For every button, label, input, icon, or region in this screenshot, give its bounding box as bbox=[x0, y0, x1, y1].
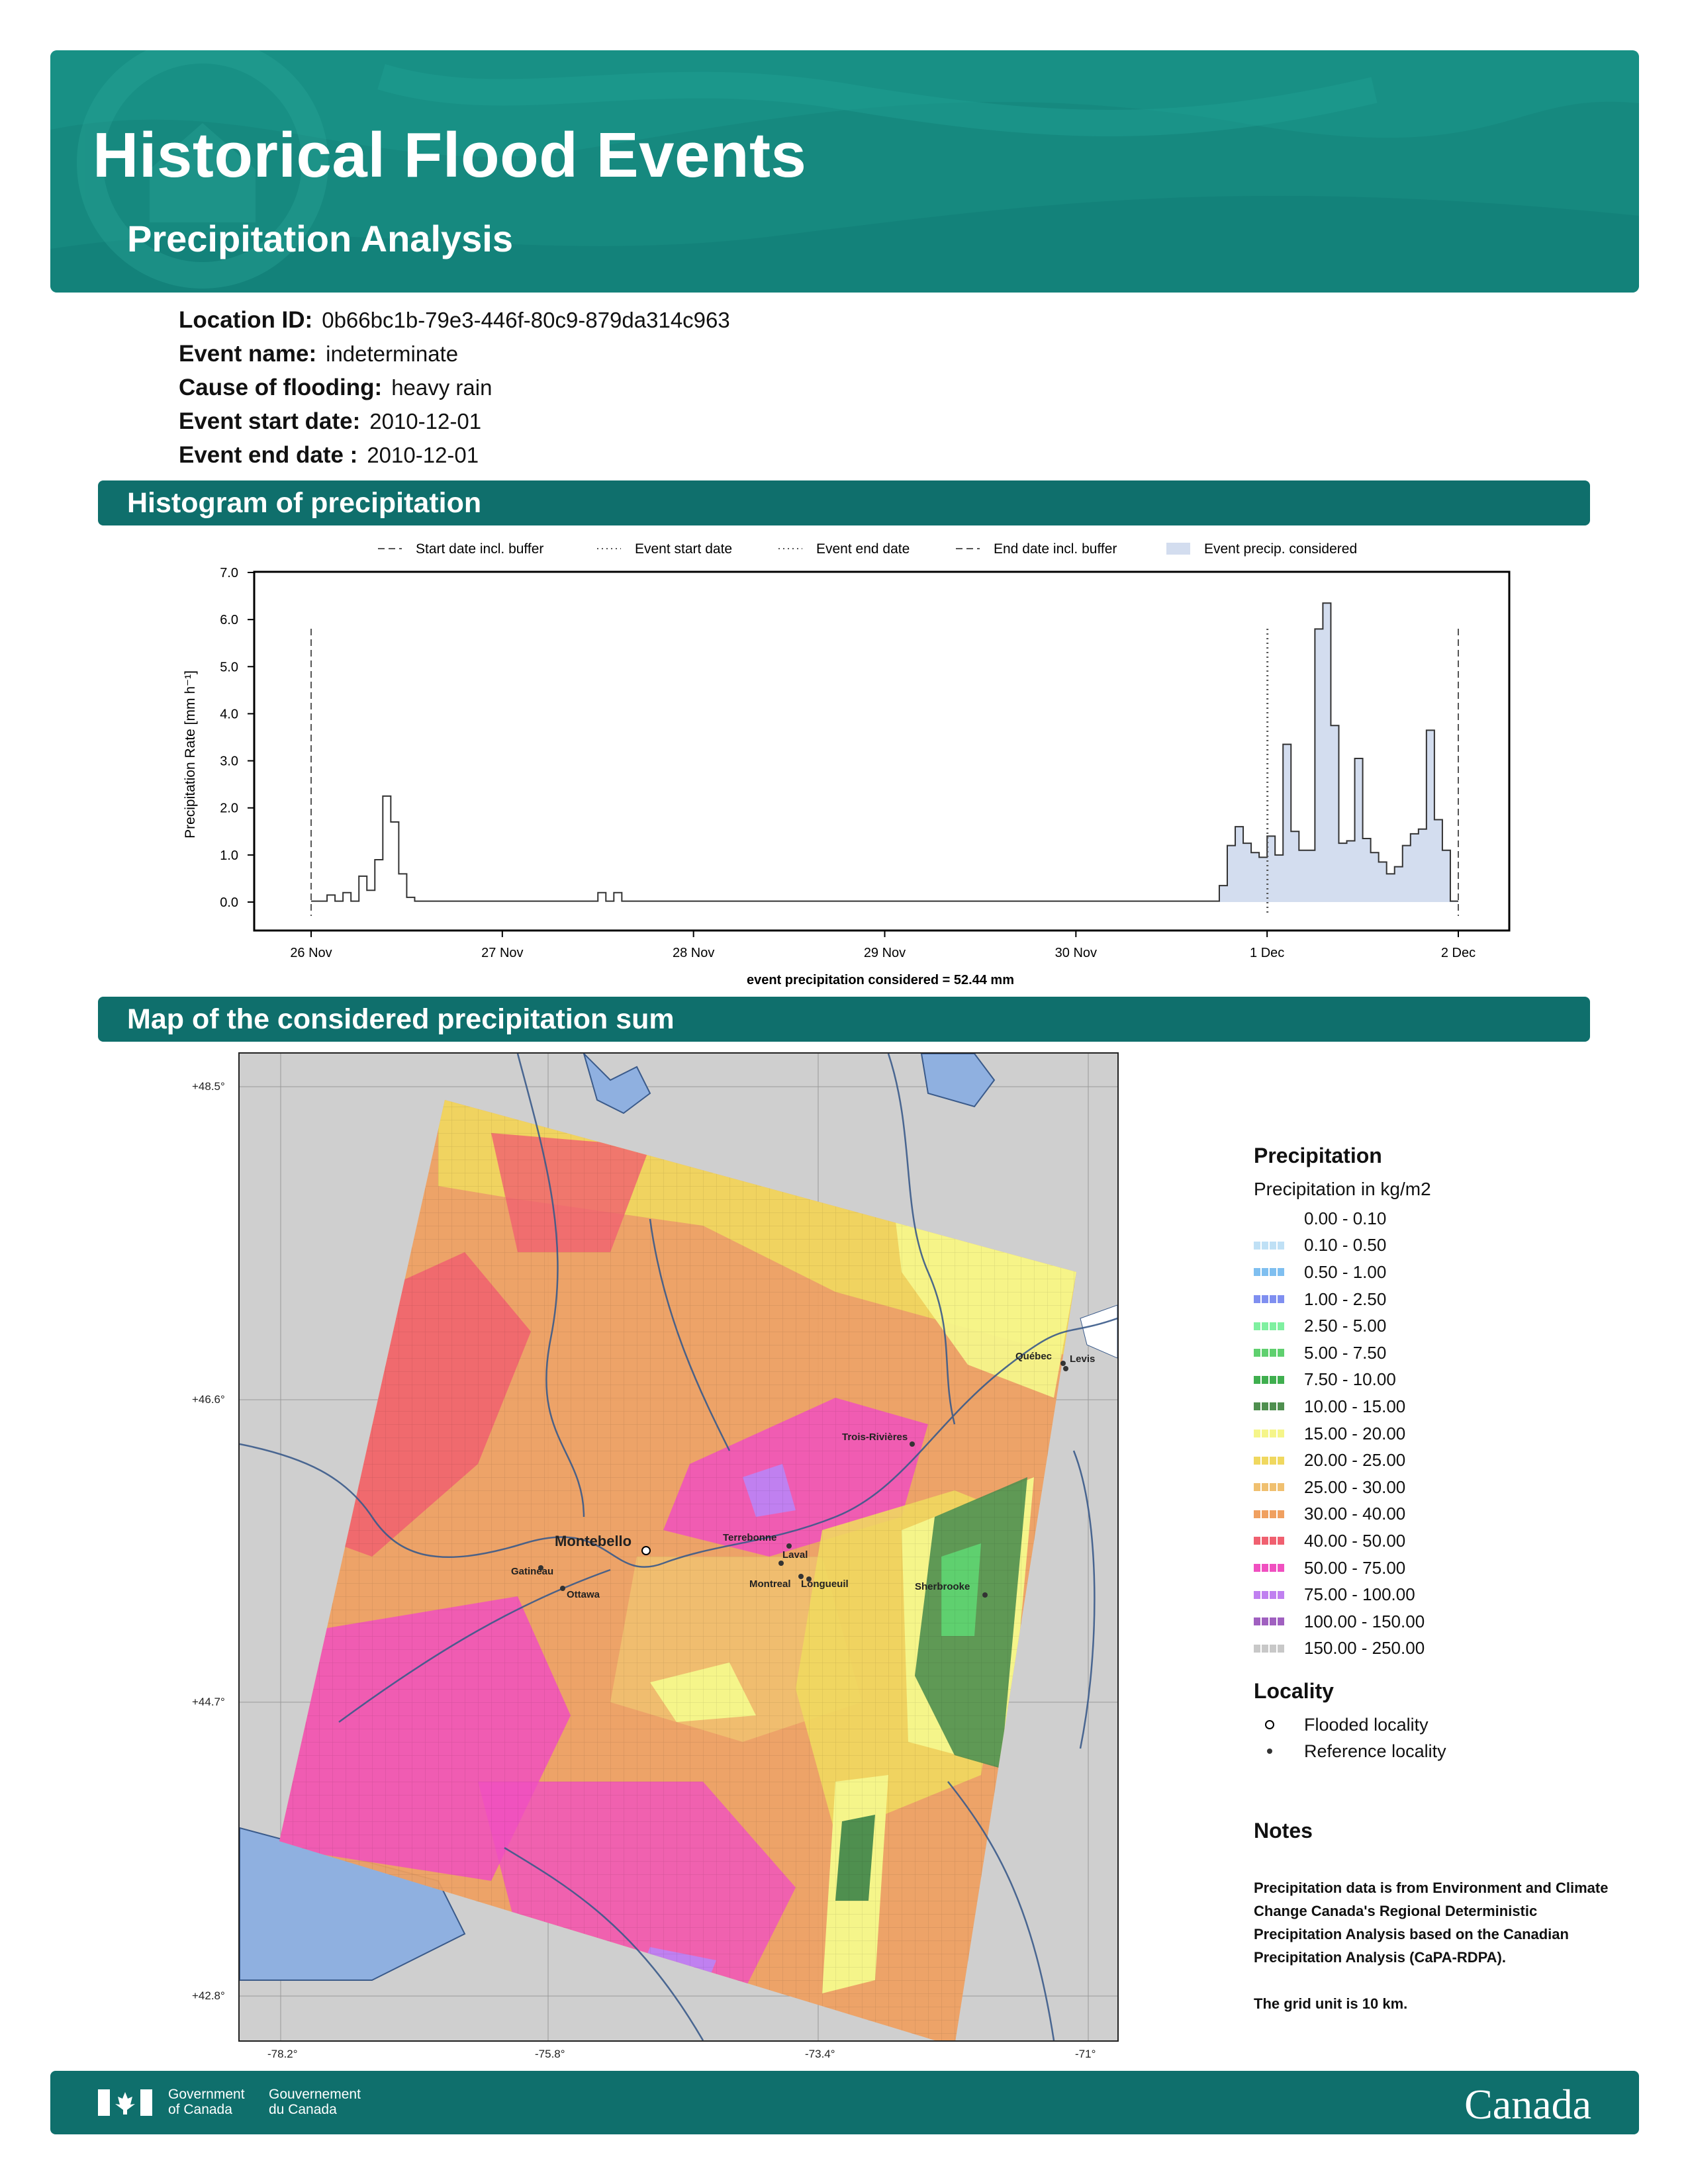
x-axis-label: event precipitation considered = 52.44 mm bbox=[746, 973, 1015, 987]
notes-title: Notes bbox=[1254, 1819, 1313, 1843]
locality-label: Reference locality bbox=[1304, 1741, 1446, 1761]
place-label: Ottawa bbox=[567, 1589, 600, 1600]
lon-label: -75.8° bbox=[535, 2048, 565, 2060]
legend-label: 5.00 - 7.50 bbox=[1304, 1342, 1387, 1363]
meta-key: Cause of flooding: bbox=[179, 375, 383, 400]
legend-label: 100.00 - 150.00 bbox=[1304, 1611, 1425, 1631]
notes-grid-unit: The grid unit is 10 km. bbox=[1254, 1995, 1408, 2012]
place-label: Terrebonne bbox=[723, 1532, 777, 1543]
place-label: Longueuil bbox=[801, 1578, 849, 1590]
legend-swatch bbox=[1254, 1376, 1286, 1384]
legend-swatch bbox=[1254, 1430, 1286, 1437]
legend-item bbox=[1254, 1474, 1446, 1501]
y-tick-label: 4.0 bbox=[220, 707, 238, 722]
legend-label: 0.10 - 0.50 bbox=[1304, 1235, 1387, 1255]
legend-swatch bbox=[1254, 1617, 1286, 1625]
place-label: Québec bbox=[1015, 1351, 1053, 1362]
flooded-marker-icon bbox=[1264, 1719, 1275, 1730]
lon-label: -78.2° bbox=[267, 2048, 298, 2060]
lon-label: -73.4° bbox=[805, 2048, 835, 2060]
place-label: Montreal bbox=[749, 1578, 791, 1590]
legend-label: 15.00 - 20.00 bbox=[1304, 1423, 1406, 1443]
legend-label: 40.00 - 50.00 bbox=[1304, 1530, 1406, 1551]
legend-label: 10.00 - 15.00 bbox=[1304, 1396, 1406, 1416]
legend-swatch bbox=[1254, 1564, 1286, 1572]
legend-swatch bbox=[1254, 1510, 1286, 1518]
legend-title: Precipitation bbox=[1254, 1144, 1382, 1167]
meta-key: Location ID: bbox=[179, 307, 313, 333]
legend-subtitle: Precipitation in kg/m2 bbox=[1254, 1179, 1431, 1199]
legend-label: 150.00 - 250.00 bbox=[1304, 1638, 1425, 1659]
footer bbox=[50, 2071, 1639, 2134]
estuary bbox=[1080, 1305, 1117, 1358]
legend-item bbox=[1254, 1635, 1446, 1662]
legend-item bbox=[1254, 1420, 1446, 1447]
legend-swatch bbox=[1254, 1242, 1286, 1250]
legend-item bbox=[1254, 1527, 1446, 1555]
flooded-locality-marker bbox=[642, 1547, 650, 1555]
notes-text: Precipitation data is from Environment and Climate Change Canada's Regional Deterministic Precipitation Analysis based on the Canadian Precipitation Analysis (CaPA-RDPA). bbox=[1254, 1880, 1609, 1966]
legend-label: 25.00 - 30.00 bbox=[1304, 1477, 1406, 1497]
legend-label: 2.50 - 5.00 bbox=[1304, 1316, 1387, 1336]
lat-label: +42.8° bbox=[192, 1989, 225, 2002]
y-tick-label: 6.0 bbox=[220, 613, 238, 628]
legend-label: 30.00 - 40.00 bbox=[1304, 1504, 1406, 1524]
x-tick-label: 2 Dec bbox=[1440, 946, 1476, 960]
precipitation-histogram bbox=[0, 0, 1688, 993]
x-tick-label: 1 Dec bbox=[1250, 946, 1285, 960]
x-tick-label: 26 Nov bbox=[290, 946, 332, 960]
meta-key: Event name: bbox=[179, 341, 317, 367]
lon-label: -71° bbox=[1075, 2048, 1096, 2060]
place-label: Montebello bbox=[555, 1533, 632, 1549]
meta-value: 2010-12-01 bbox=[369, 409, 482, 433]
legend-swatch bbox=[1254, 1295, 1286, 1303]
meta-value: 2010-12-01 bbox=[367, 443, 479, 467]
legend-item bbox=[1254, 1205, 1446, 1232]
legend-item bbox=[1254, 1555, 1446, 1582]
legend-item bbox=[1254, 1312, 1446, 1340]
reference-marker-icon bbox=[1264, 1746, 1275, 1756]
lake bbox=[921, 1054, 994, 1107]
locality-legend bbox=[1254, 1679, 1446, 1764]
canada-wordmark: Canada bbox=[1464, 2081, 1591, 2128]
page-subtitle: Precipitation Analysis bbox=[127, 218, 513, 259]
map-canvas bbox=[240, 1054, 1117, 2040]
legend-label: 0.00 - 0.10 bbox=[1304, 1208, 1387, 1228]
legend-swatch bbox=[1254, 1483, 1286, 1491]
legend-label: Event start date bbox=[635, 541, 733, 557]
legend-patch bbox=[1166, 543, 1190, 555]
legend-item bbox=[1254, 1340, 1446, 1367]
section-title: Map of the considered precipitation sum bbox=[127, 1003, 675, 1035]
lake bbox=[584, 1054, 650, 1113]
legend-item bbox=[1254, 1501, 1446, 1528]
legend-swatch bbox=[1254, 1457, 1286, 1465]
legend-swatch bbox=[1254, 1537, 1286, 1545]
y-tick-label: 1.0 bbox=[220, 848, 238, 863]
meta-key: Event end date : bbox=[179, 442, 358, 468]
legend-item bbox=[1254, 1259, 1446, 1286]
y-tick-label: 5.0 bbox=[220, 660, 238, 675]
locality-label: Flooded locality bbox=[1304, 1714, 1429, 1735]
y-tick-label: 0.0 bbox=[220, 895, 238, 910]
lat-label: +46.6° bbox=[192, 1393, 225, 1406]
place-label: Laval bbox=[782, 1549, 808, 1561]
y-axis-label: Precipitation Rate [mm h⁻¹] bbox=[183, 670, 198, 839]
x-tick-label: 30 Nov bbox=[1055, 946, 1098, 960]
y-tick-label: 2.0 bbox=[220, 801, 238, 816]
lat-label: +44.7° bbox=[192, 1696, 225, 1708]
legend-item bbox=[1254, 1447, 1446, 1474]
legend-items bbox=[1254, 1205, 1446, 1662]
map-legend bbox=[1254, 1144, 1446, 1764]
legend-reference-locality bbox=[1254, 1738, 1446, 1764]
legend-swatch bbox=[1254, 1214, 1286, 1222]
legend-item bbox=[1254, 1581, 1446, 1608]
meta-value: 0b66bc1b-79e3-446f-80c9-879da314c963 bbox=[322, 308, 730, 332]
legend-label: 20.00 - 25.00 bbox=[1304, 1450, 1406, 1471]
legend-swatch bbox=[1254, 1268, 1286, 1276]
legend-label: 75.00 - 100.00 bbox=[1304, 1584, 1415, 1605]
legend-label: Event end date bbox=[816, 541, 910, 557]
legend-label: 50.00 - 75.00 bbox=[1304, 1557, 1406, 1578]
legend-item bbox=[1254, 1608, 1446, 1635]
legend-swatch bbox=[1254, 1591, 1286, 1599]
place-label: Trois-Rivières bbox=[842, 1432, 908, 1443]
y-tick-label: 3.0 bbox=[220, 754, 238, 769]
meta-value: heavy rain bbox=[391, 375, 492, 400]
meta-value: indeterminate bbox=[326, 341, 459, 366]
legend-flooded-locality bbox=[1254, 1711, 1446, 1738]
legend-label: Event precip. considered bbox=[1204, 541, 1358, 557]
legend-swatch bbox=[1254, 1322, 1286, 1330]
legend-item bbox=[1254, 1367, 1446, 1394]
x-tick-label: 28 Nov bbox=[672, 946, 715, 960]
legend-item bbox=[1254, 1232, 1446, 1259]
locality-title: Locality bbox=[1254, 1679, 1334, 1704]
legend-label: End date incl. buffer bbox=[994, 541, 1117, 557]
legend-label: 1.00 - 2.50 bbox=[1304, 1289, 1387, 1309]
x-tick-label: 29 Nov bbox=[863, 946, 906, 960]
legend-label: Start date incl. buffer bbox=[416, 541, 544, 557]
place-label: Sherbrooke bbox=[915, 1581, 970, 1592]
legend-swatch bbox=[1254, 1402, 1286, 1410]
meta-key: Event start date: bbox=[179, 408, 361, 434]
place-label: Gatineau bbox=[511, 1566, 554, 1577]
legend-label: 0.50 - 1.00 bbox=[1304, 1261, 1387, 1282]
y-tick-label: 7.0 bbox=[220, 566, 238, 580]
legend-item bbox=[1254, 1286, 1446, 1313]
legend-item bbox=[1254, 1393, 1446, 1420]
gov-fr: Gouvernement du Canada bbox=[269, 2087, 361, 2117]
x-tick-label: 27 Nov bbox=[481, 946, 524, 960]
legend-swatch bbox=[1254, 1349, 1286, 1357]
section-title: Histogram of precipitation bbox=[127, 487, 482, 519]
precipitation-map[interactable] bbox=[238, 1052, 1119, 2042]
notes bbox=[1254, 1819, 1611, 2015]
gov-en: Government of Canada bbox=[168, 2087, 245, 2117]
page-title: Historical Flood Events bbox=[93, 120, 807, 191]
canada-flag-icon bbox=[98, 2089, 152, 2116]
lat-label: +48.5° bbox=[192, 1080, 225, 1093]
section-map-header bbox=[98, 997, 1590, 1042]
place-label: Levis bbox=[1070, 1353, 1096, 1365]
legend-swatch bbox=[1254, 1645, 1286, 1653]
legend-label: 7.50 - 10.00 bbox=[1304, 1369, 1396, 1390]
